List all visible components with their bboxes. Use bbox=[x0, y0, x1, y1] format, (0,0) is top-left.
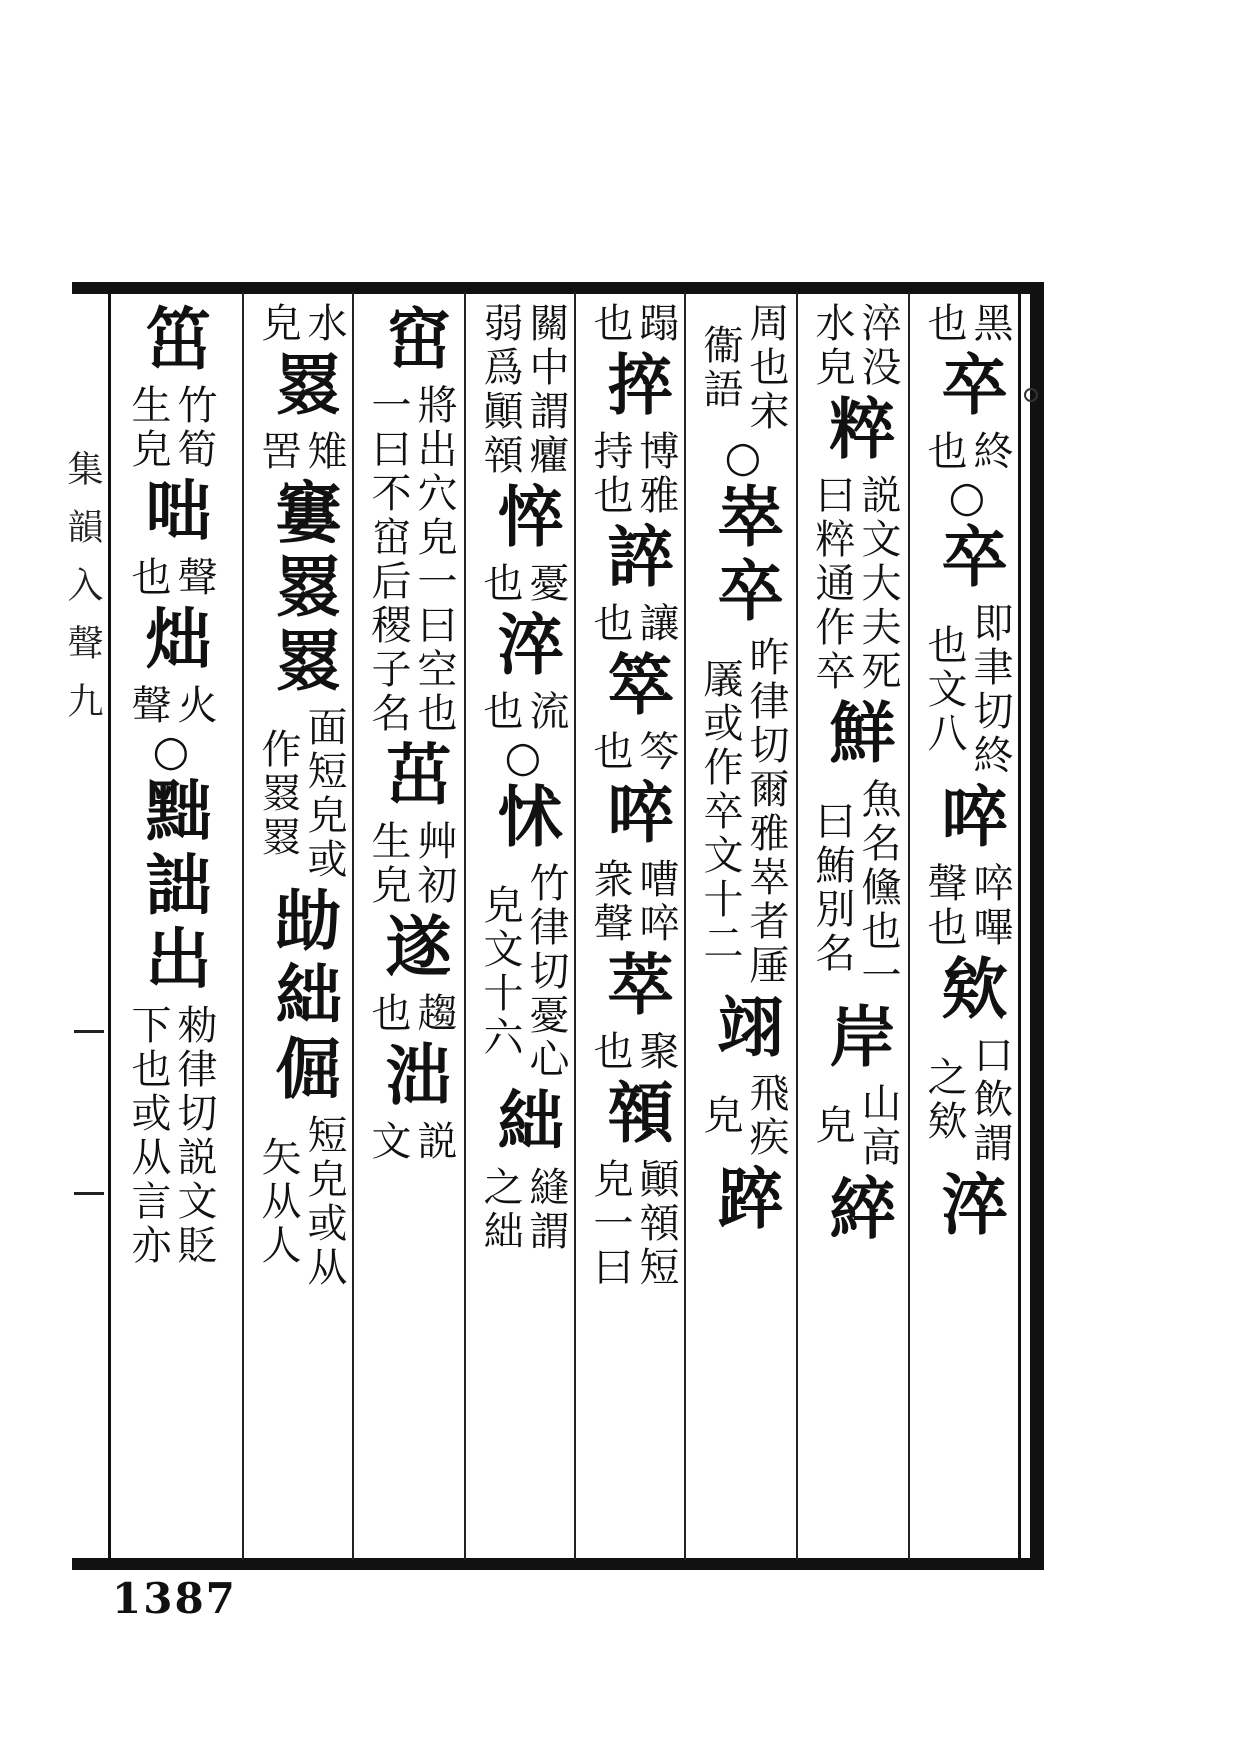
annotation-text: 蹋 bbox=[633, 302, 679, 346]
annotation-pair bbox=[468, 302, 578, 478]
annotation-text: 之絀 bbox=[477, 1166, 523, 1254]
annotation-pair bbox=[578, 858, 688, 946]
annotation-text: 昨律切爾雅崒者厜 bbox=[743, 636, 789, 988]
annotation-text: 將出穴皃一曰空也 bbox=[411, 384, 457, 736]
headword: 淬 bbox=[930, 1170, 1008, 1244]
annotation-text: 也 bbox=[587, 730, 633, 774]
headword: 卒 bbox=[930, 350, 1008, 424]
annotation-text: 水皃 bbox=[809, 302, 855, 390]
annotation-text: 艸初 bbox=[411, 820, 457, 908]
annotation-text: 也 bbox=[921, 302, 967, 346]
annotation-text: 魚名儵也一 bbox=[855, 778, 901, 998]
headword: 粹 bbox=[818, 394, 896, 468]
headword: 啐 bbox=[596, 778, 674, 852]
column-divider bbox=[242, 292, 244, 1560]
annotation-text: 弱爲顚顇 bbox=[477, 302, 523, 478]
headword: 㔘絀倔 bbox=[264, 886, 342, 1108]
annotation-pair bbox=[912, 430, 1022, 474]
headword: 卒 bbox=[930, 522, 1008, 596]
annotation-pair bbox=[356, 1120, 466, 1164]
annotation-pair bbox=[912, 1034, 1022, 1166]
annotation-pair bbox=[800, 1082, 910, 1170]
annotation-text: 也 bbox=[477, 690, 523, 734]
annotation-pair bbox=[356, 384, 466, 736]
section-circle-marker: ○ bbox=[948, 472, 986, 521]
annotation-pair bbox=[246, 706, 356, 882]
annotation-text: 火 bbox=[171, 684, 217, 728]
annotation-text: 關中謂癯 bbox=[523, 302, 569, 478]
headword: 捽 bbox=[596, 350, 674, 424]
annotation-text: 周也宋 bbox=[743, 302, 789, 434]
annotation-text: 聚 bbox=[633, 1030, 679, 1074]
annotation-text: 也 bbox=[921, 430, 967, 474]
annotation-text: 説文大夫死 bbox=[855, 474, 901, 694]
annotation-text: 衆聲 bbox=[587, 858, 633, 946]
annotation-text: 勑律切説文貶 bbox=[171, 1004, 217, 1268]
headword: 顇 bbox=[596, 1078, 674, 1152]
page-number: 1387 bbox=[112, 1574, 237, 1623]
annotation-text: 也 bbox=[125, 556, 171, 600]
annotation-text: 㕒或作卒文十二 bbox=[697, 658, 743, 966]
annotation-text: 嘈啐 bbox=[633, 858, 679, 946]
headword: 萃 bbox=[596, 950, 674, 1024]
text-column bbox=[688, 300, 798, 1550]
annotation-pair bbox=[912, 602, 1022, 778]
annotation-pair bbox=[468, 690, 578, 734]
annotation-pair bbox=[688, 636, 798, 988]
annotation-pair bbox=[116, 556, 226, 600]
annotation-text: 下也或从言亦 bbox=[125, 1004, 171, 1268]
annotation-text: 笒 bbox=[633, 730, 679, 774]
headword: 絀 bbox=[486, 1086, 564, 1160]
annotation-text: 曰粹通作卒 bbox=[809, 474, 855, 694]
frame-bottom-border bbox=[72, 1558, 1042, 1570]
annotation-pair bbox=[246, 302, 356, 346]
text-column bbox=[246, 300, 356, 1550]
headword: 崒卒 bbox=[706, 482, 784, 630]
annotation-text: 流 bbox=[523, 690, 569, 734]
headword: 遂 bbox=[374, 912, 452, 986]
annotation-text: 口飲謂 bbox=[967, 1034, 1013, 1166]
annotation-text: 飛疾 bbox=[743, 1072, 789, 1160]
annotation-text: 説 bbox=[411, 1120, 457, 1164]
section-circle-marker: ○ bbox=[152, 726, 190, 775]
headword: 泏 bbox=[374, 1040, 452, 1114]
annotation-text: 皃 bbox=[697, 1094, 743, 1138]
annotation-pair bbox=[912, 862, 1022, 950]
annotation-text: 矢从人 bbox=[255, 1136, 301, 1268]
binding-mark-icon bbox=[1024, 388, 1038, 402]
text-column bbox=[356, 300, 466, 1550]
annotation-text: 皃文十六 bbox=[477, 884, 523, 1060]
headword: 悴 bbox=[486, 482, 564, 556]
frame-top-border bbox=[72, 282, 1042, 294]
fold-margin-rule bbox=[74, 1192, 104, 1195]
annotation-pair bbox=[246, 1114, 356, 1290]
annotation-text: 皃一曰 bbox=[587, 1158, 633, 1290]
annotation-pair bbox=[800, 302, 910, 390]
annotation-pair bbox=[800, 778, 910, 998]
annotation-text: 短皃或从 bbox=[301, 1114, 347, 1290]
headword: 笜 bbox=[134, 304, 212, 378]
headword: 窶罬罬 bbox=[264, 478, 342, 700]
headword: 鮮 bbox=[818, 698, 896, 772]
annotation-text: 博雅 bbox=[633, 430, 679, 518]
headword: 淬 bbox=[486, 610, 564, 684]
headword: 誶 bbox=[596, 522, 674, 596]
annotation-text: 雉 bbox=[301, 430, 347, 474]
annotation-text: 也 bbox=[477, 562, 523, 606]
annotation-text: 終 bbox=[967, 430, 1013, 474]
annotation-text: 之欸 bbox=[921, 1056, 967, 1144]
text-column bbox=[800, 300, 910, 1550]
headword: 黜詘出 bbox=[134, 776, 212, 998]
annotation-text: 顚顇短 bbox=[633, 1158, 679, 1290]
annotation-text: 也文八 bbox=[921, 624, 967, 756]
annotation-pair bbox=[246, 430, 356, 474]
annotation-text: 聲 bbox=[125, 684, 171, 728]
annotation-text: 面短皃或 bbox=[301, 706, 347, 882]
annotation-text: 持也 bbox=[587, 430, 633, 518]
headword: 岸 bbox=[818, 1002, 896, 1076]
annotation-pair bbox=[578, 1158, 688, 1290]
annotation-pair bbox=[356, 992, 466, 1036]
annotation-pair bbox=[116, 384, 226, 472]
fold-margin-rule bbox=[74, 1030, 104, 1033]
section-circle-marker: ○ bbox=[504, 732, 542, 781]
annotation-text: 皃 bbox=[255, 302, 301, 346]
annotation-pair bbox=[688, 302, 798, 434]
annotation-pair bbox=[578, 430, 688, 518]
headword: 炪 bbox=[134, 604, 212, 678]
frame-right-border bbox=[1030, 282, 1044, 1570]
fold-margin-text: 集韻入聲九 bbox=[62, 450, 103, 740]
annotation-pair bbox=[800, 474, 910, 694]
annotation-text: 作罬罬 bbox=[255, 728, 301, 860]
annotation-text: 也 bbox=[587, 1030, 633, 1074]
annotation-text: 聲 bbox=[171, 556, 217, 600]
annotation-pair bbox=[116, 684, 226, 728]
annotation-text: 罟 bbox=[255, 430, 301, 474]
annotation-text: 憂 bbox=[523, 562, 569, 606]
annotation-pair bbox=[578, 1030, 688, 1074]
annotation-text: 也 bbox=[587, 302, 633, 346]
annotation-text: 文 bbox=[365, 1120, 411, 1164]
annotation-pair bbox=[468, 562, 578, 606]
text-column bbox=[578, 300, 688, 1550]
annotation-text: 縫謂 bbox=[523, 1166, 569, 1254]
text-column bbox=[468, 300, 578, 1550]
headword: 罬 bbox=[264, 350, 342, 424]
annotation-text: 讓 bbox=[633, 602, 679, 646]
annotation-text: 生皃 bbox=[125, 384, 171, 472]
headword: 欸 bbox=[930, 954, 1008, 1028]
headword: 踤 bbox=[706, 1164, 784, 1238]
text-column bbox=[912, 300, 1022, 1550]
annotation-text: 啐嗶 bbox=[967, 862, 1013, 950]
annotation-text: 水 bbox=[301, 302, 347, 346]
text-column bbox=[116, 300, 226, 1550]
annotation-text: 皃 bbox=[809, 1104, 855, 1148]
annotation-text: 淬没 bbox=[855, 302, 901, 390]
annotation-pair bbox=[116, 1004, 226, 1268]
annotation-text: 生皃 bbox=[365, 820, 411, 908]
annotation-pair bbox=[468, 862, 578, 1082]
headword: 怵 bbox=[486, 782, 564, 856]
frame-left-border bbox=[108, 292, 111, 1560]
annotation-pair bbox=[356, 820, 466, 908]
annotation-pair bbox=[578, 302, 688, 346]
annotation-pair bbox=[688, 1072, 798, 1160]
annotation-text: 竹筍 bbox=[171, 384, 217, 472]
annotation-text: 也 bbox=[587, 602, 633, 646]
headword: 啐 bbox=[930, 782, 1008, 856]
annotation-text: 曰鮪別名 bbox=[809, 800, 855, 976]
annotation-text: 山高 bbox=[855, 1082, 901, 1170]
annotation-pair bbox=[912, 302, 1022, 346]
annotation-text: 即聿切終 bbox=[967, 602, 1013, 778]
headword: 綷 bbox=[818, 1174, 896, 1248]
annotation-text: 黑 bbox=[967, 302, 1013, 346]
annotation-text: 衞語 bbox=[697, 324, 743, 412]
headword: 翊 bbox=[706, 992, 784, 1066]
annotation-text: 聲也 bbox=[921, 862, 967, 950]
headword: 箤 bbox=[596, 650, 674, 724]
annotation-text: 趨 bbox=[411, 992, 457, 1036]
section-circle-marker: ○ bbox=[724, 432, 762, 481]
annotation-pair bbox=[578, 602, 688, 646]
annotation-text: 也 bbox=[365, 992, 411, 1036]
annotation-pair bbox=[578, 730, 688, 774]
annotation-pair bbox=[468, 1166, 578, 1254]
headword: 茁 bbox=[374, 740, 452, 814]
headword: 窋 bbox=[374, 304, 452, 378]
annotation-text: 一曰不窋后稷子名 bbox=[365, 384, 411, 736]
headword: 咄 bbox=[134, 476, 212, 550]
annotation-text: 竹律切憂心 bbox=[523, 862, 569, 1082]
